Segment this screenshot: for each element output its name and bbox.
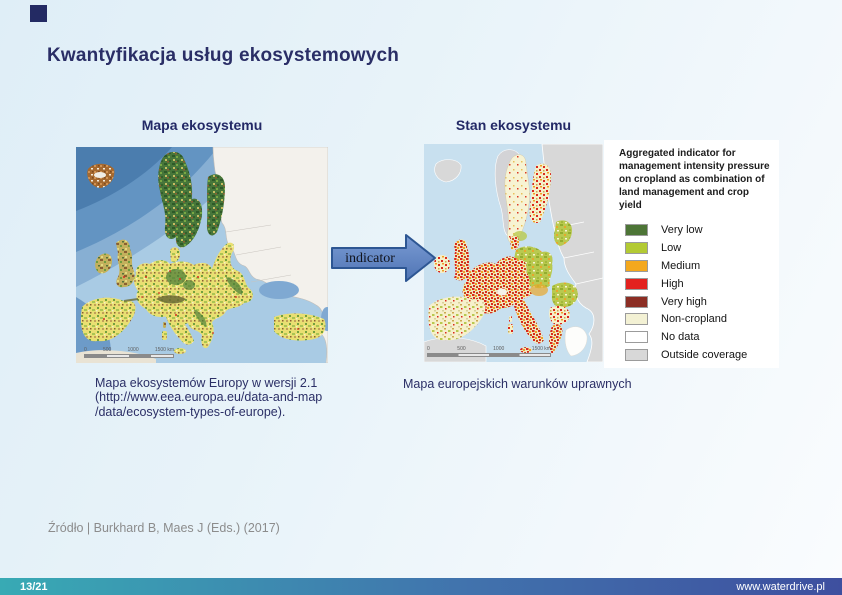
scale-label: 500 <box>457 346 466 352</box>
legend-title: Aggregated indicator for management intensity pressure on cropland as combination of land management and crop yield <box>619 148 770 211</box>
legend-row <box>625 275 773 293</box>
ecosystem-map-graphic <box>76 147 328 363</box>
legend-swatch <box>625 224 648 236</box>
legend-label: Medium <box>661 259 701 272</box>
scale-label: 0 <box>427 346 430 352</box>
scalebar-line <box>84 354 174 358</box>
legend-swatch <box>625 313 648 325</box>
scalebar-line <box>427 353 551 357</box>
legend-items <box>625 221 773 364</box>
scale-label: 0 <box>84 347 87 353</box>
legend-row <box>625 328 773 346</box>
cropland-condition-map-image <box>424 144 603 362</box>
legend-swatch <box>625 331 648 343</box>
left-map-scale-labels <box>84 347 174 353</box>
legend-row <box>625 293 773 311</box>
legend-label: High <box>661 277 684 290</box>
right-map-scale-labels <box>427 346 551 352</box>
scale-label: 500 <box>102 347 112 353</box>
legend-swatch <box>625 242 648 254</box>
legend-label: Very low <box>661 223 703 236</box>
source-attribution: Źródło | Burkhard B, Maes J (Eds.) (2017) <box>48 521 280 535</box>
legend-label: Outside coverage <box>661 349 748 362</box>
scale-label: 1000 <box>127 347 139 353</box>
page-number: 13/21 <box>20 580 48 593</box>
left-map-heading: Mapa ekosystemu <box>141 117 263 133</box>
left-map-scalebar <box>84 347 174 358</box>
scale-label: 1000 <box>493 346 505 352</box>
scale-label: 1500 km <box>154 347 174 353</box>
scale-label: 1500 km <box>531 346 551 352</box>
left-map-caption: Mapa ekosystemów Europy w wersji 2.1 (http://www.eea.europa.eu/data-and-map /data/ecosystem-types-of-europe). <box>95 376 323 419</box>
legend-row <box>625 257 773 275</box>
website-link[interactable]: www.waterdrive.pl <box>736 580 825 593</box>
right-map-heading: Stan ekosystemu <box>455 117 572 133</box>
legend-row <box>625 346 773 364</box>
logo-square-icon <box>30 5 47 22</box>
indicator-arrow <box>331 233 437 283</box>
legend-row <box>625 239 773 257</box>
right-map-scalebar <box>427 346 551 357</box>
legend-label: Non-cropland <box>661 313 728 326</box>
cropland-map-graphic <box>424 144 603 362</box>
ecosystem-map-image <box>76 147 328 363</box>
right-map-caption: Mapa europejskich warunków uprawnych <box>403 377 632 391</box>
legend-swatch <box>625 278 648 290</box>
legend-swatch <box>625 296 648 308</box>
legend-panel <box>604 140 779 368</box>
legend-row <box>625 221 773 239</box>
footer-bar <box>0 578 842 595</box>
indicator-arrow-label: indicator <box>345 251 395 266</box>
legend-row <box>625 310 773 328</box>
legend-label: Very high <box>661 295 707 308</box>
legend-swatch <box>625 260 648 272</box>
legend-label: Low <box>661 241 682 254</box>
legend-swatch <box>625 349 648 361</box>
legend-label: No data <box>661 331 700 344</box>
page-title: Kwantyfikacja usług ekosystemowych <box>47 45 400 66</box>
